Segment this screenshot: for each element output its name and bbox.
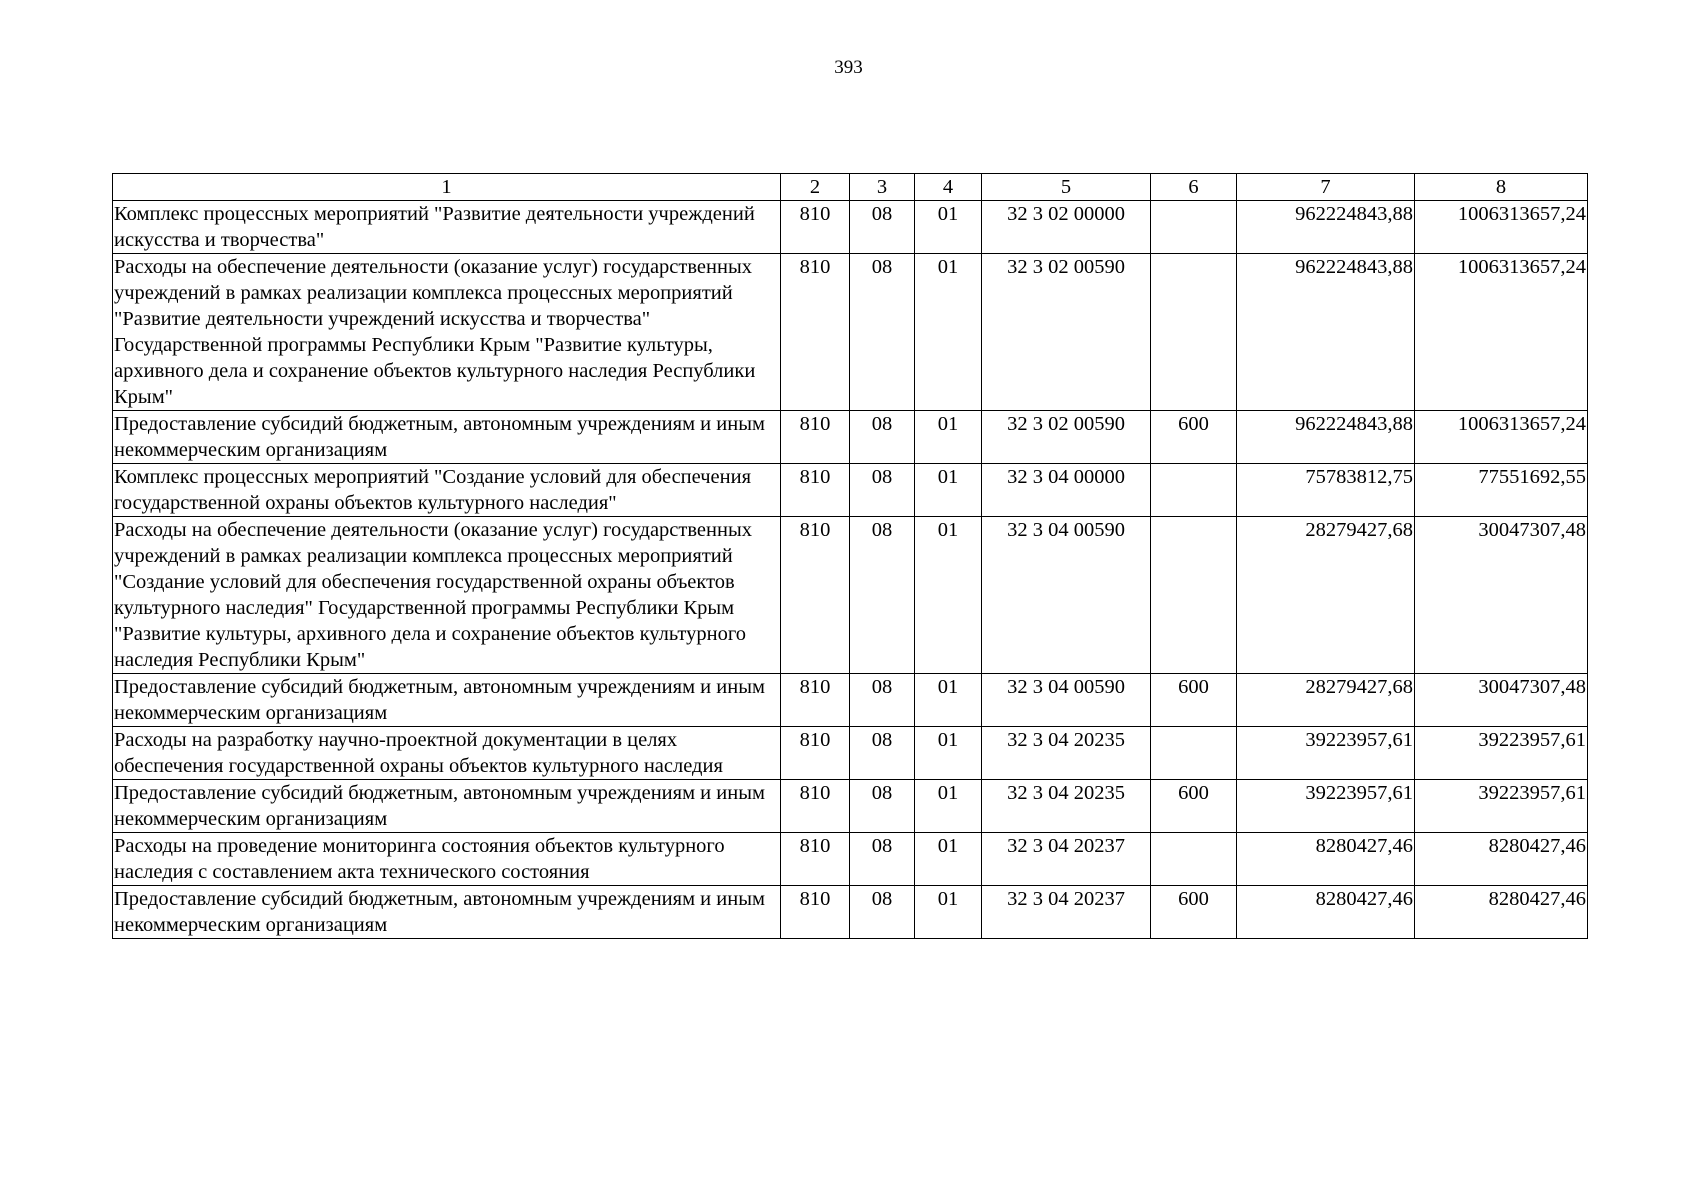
header-cell-7: 7 (1237, 174, 1415, 201)
row-target-article: 32 3 04 00590 (982, 674, 1151, 727)
row-section: 08 (850, 517, 915, 674)
row-name: Комплекс процессных мероприятий "Развитие деятельности учреждений искусства и творчества" (113, 201, 781, 254)
row-admin-code: 810 (781, 411, 850, 464)
row-target-article: 32 3 02 00000 (982, 201, 1151, 254)
row-target-article: 32 3 04 00590 (982, 517, 1151, 674)
row-name: Предоставление субсидий бюджетным, автономным учреждениям и иным некоммерческим организациям (113, 780, 781, 833)
row-name: Расходы на проведение мониторинга состояния объектов культурного наследия с составлением акта технического состояния (113, 833, 781, 886)
row-name: Комплекс процессных мероприятий "Создание условий для обеспечения государственной охраны объектов культурного наследия" (113, 464, 781, 517)
row-expense-type (1151, 727, 1237, 780)
row-section: 08 (850, 727, 915, 780)
row-section: 08 (850, 833, 915, 886)
table-row (113, 201, 1588, 254)
header-cell-4: 4 (915, 174, 982, 201)
header-cell-5: 5 (982, 174, 1151, 201)
row-name: Предоставление субсидий бюджетным, автономным учреждениям и иным некоммерческим организациям (113, 674, 781, 727)
row-expense-type (1151, 517, 1237, 674)
row-admin-code: 810 (781, 464, 850, 517)
header-cell-1: 1 (113, 174, 781, 201)
row-admin-code: 810 (781, 517, 850, 674)
table-row (113, 674, 1588, 727)
row-section: 08 (850, 254, 915, 411)
row-subsection: 01 (915, 254, 982, 411)
row-section: 08 (850, 411, 915, 464)
header-cell-8: 8 (1415, 174, 1588, 201)
row-amount-1: 962224843,88 (1237, 201, 1415, 254)
row-amount-2: 1006313657,24 (1415, 254, 1588, 411)
header-row (113, 174, 1588, 201)
table-row (113, 411, 1588, 464)
row-subsection: 01 (915, 833, 982, 886)
row-amount-2: 1006313657,24 (1415, 201, 1588, 254)
row-section: 08 (850, 464, 915, 517)
row-name: Предоставление субсидий бюджетным, автономным учреждениям и иным некоммерческим организациям (113, 886, 781, 939)
header-cell-3: 3 (850, 174, 915, 201)
row-target-article: 32 3 02 00590 (982, 254, 1151, 411)
row-section: 08 (850, 201, 915, 254)
row-section: 08 (850, 780, 915, 833)
row-expense-type (1151, 833, 1237, 886)
row-admin-code: 810 (781, 727, 850, 780)
row-amount-1: 8280427,46 (1237, 833, 1415, 886)
row-subsection: 01 (915, 727, 982, 780)
row-amount-1: 962224843,88 (1237, 411, 1415, 464)
table-row (113, 886, 1588, 939)
row-admin-code: 810 (781, 201, 850, 254)
row-expense-type: 600 (1151, 674, 1237, 727)
row-subsection: 01 (915, 201, 982, 254)
row-amount-1: 28279427,68 (1237, 517, 1415, 674)
row-section: 08 (850, 674, 915, 727)
row-admin-code: 810 (781, 780, 850, 833)
table-row (113, 780, 1588, 833)
row-expense-type (1151, 254, 1237, 411)
row-subsection: 01 (915, 517, 982, 674)
row-subsection: 01 (915, 674, 982, 727)
row-target-article: 32 3 04 20235 (982, 780, 1151, 833)
row-expense-type: 600 (1151, 411, 1237, 464)
row-amount-1: 39223957,61 (1237, 727, 1415, 780)
row-expense-type (1151, 201, 1237, 254)
row-expense-type: 600 (1151, 886, 1237, 939)
row-subsection: 01 (915, 411, 982, 464)
header-cell-6: 6 (1151, 174, 1237, 201)
table-row (113, 727, 1588, 780)
row-amount-2: 39223957,61 (1415, 727, 1588, 780)
row-subsection: 01 (915, 780, 982, 833)
row-expense-type (1151, 464, 1237, 517)
row-subsection: 01 (915, 464, 982, 517)
row-admin-code: 810 (781, 833, 850, 886)
row-admin-code: 810 (781, 674, 850, 727)
row-amount-1: 962224843,88 (1237, 254, 1415, 411)
table-row (113, 254, 1588, 411)
row-name: Предоставление субсидий бюджетным, автономным учреждениям и иным некоммерческим организациям (113, 411, 781, 464)
row-amount-2: 77551692,55 (1415, 464, 1588, 517)
row-section: 08 (850, 886, 915, 939)
row-name: Расходы на обеспечение деятельности (оказание услуг) государственных учреждений в рамках реализации комплекса процессных мероприятий "Создание условий для обеспечения государственной охраны объектов культурного наследия" Государственной программы Республики Крым "Развитие культуры, архивного дела и сохранение объектов культурного наследия Республики Крым" (113, 517, 781, 674)
row-target-article: 32 3 04 00000 (982, 464, 1151, 517)
page-number: 393 (834, 57, 863, 78)
row-expense-type: 600 (1151, 780, 1237, 833)
row-target-article: 32 3 04 20235 (982, 727, 1151, 780)
row-target-article: 32 3 02 00590 (982, 411, 1151, 464)
row-admin-code: 810 (781, 886, 850, 939)
row-amount-1: 39223957,61 (1237, 780, 1415, 833)
header-cell-2: 2 (781, 174, 850, 201)
table-row (113, 517, 1588, 674)
row-admin-code: 810 (781, 254, 850, 411)
row-amount-1: 75783812,75 (1237, 464, 1415, 517)
row-amount-2: 8280427,46 (1415, 833, 1588, 886)
row-amount-1: 28279427,68 (1237, 674, 1415, 727)
table-row (113, 833, 1588, 886)
row-target-article: 32 3 04 20237 (982, 833, 1151, 886)
row-subsection: 01 (915, 886, 982, 939)
row-amount-2: 39223957,61 (1415, 780, 1588, 833)
row-amount-2: 8280427,46 (1415, 886, 1588, 939)
budget-table (112, 173, 1588, 939)
row-amount-2: 1006313657,24 (1415, 411, 1588, 464)
row-target-article: 32 3 04 20237 (982, 886, 1151, 939)
row-amount-2: 30047307,48 (1415, 674, 1588, 727)
row-amount-2: 30047307,48 (1415, 517, 1588, 674)
row-amount-1: 8280427,46 (1237, 886, 1415, 939)
table-row (113, 464, 1588, 517)
row-name: Расходы на разработку научно-проектной документации в целях обеспечения государственной охраны объектов культурного наследия (113, 727, 781, 780)
row-name: Расходы на обеспечение деятельности (оказание услуг) государственных учреждений в рамках реализации комплекса процессных мероприятий "Развитие деятельности учреждений искусства и творчества" Государственной программы Республики Крым "Развитие культуры, архивного дела и сохранение объектов культурного наследия Республики Крым" (113, 254, 781, 411)
